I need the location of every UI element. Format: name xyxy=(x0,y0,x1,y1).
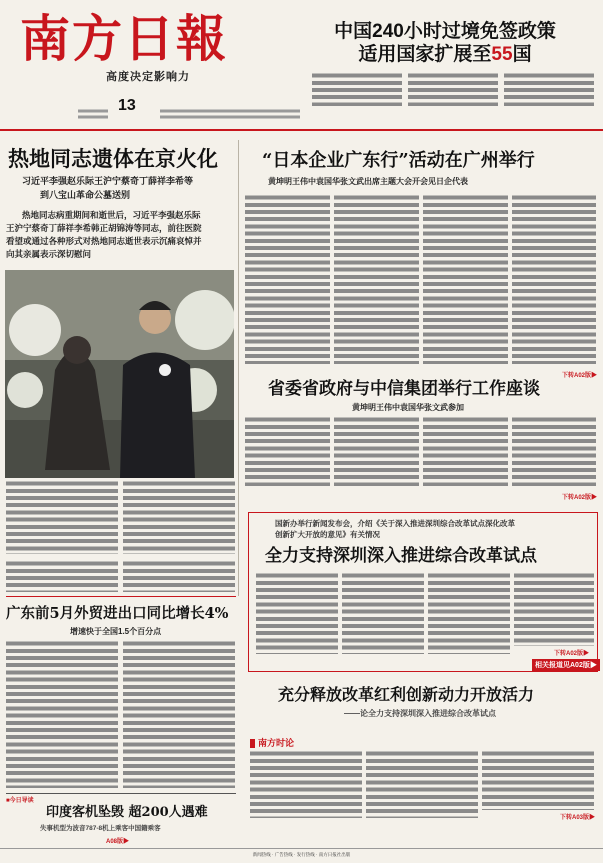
india-subtitle: 失事机型为波音787-8机上乘客中国籍乘客 xyxy=(40,825,161,832)
top-news-line2 xyxy=(300,43,590,66)
publisher-info xyxy=(160,108,300,119)
top-news-body-col1 xyxy=(312,72,402,106)
masthead-rule xyxy=(0,129,603,131)
date-text xyxy=(78,108,108,119)
citic-title[interactable]: 省委省政府与中信集团举行工作座谈 xyxy=(268,379,540,399)
shenzhen-body-col4 xyxy=(514,572,594,646)
india-turn-link[interactable]: A08版▶ xyxy=(106,839,130,845)
shenzhen-body-col1 xyxy=(256,572,338,654)
masthead xyxy=(20,10,230,88)
japan-body-col3 xyxy=(423,194,508,364)
commentary-body-col1 xyxy=(250,750,362,818)
citic-body-col1 xyxy=(245,416,330,486)
lead-deck-3: 看望或通过各种形式对热地同志逝世表示沉痛哀悼并 xyxy=(6,236,202,246)
top-news-number: 55 xyxy=(491,44,513,65)
trade-body-col2 xyxy=(123,640,235,788)
footer-info: 新闻热线 · 广告热线 · 发行热线 · 南方日报社出版 xyxy=(252,852,351,857)
commentary-column-text: 南方时论 xyxy=(258,738,295,748)
teaser-tag: ■今日导读 xyxy=(6,798,34,804)
india-title[interactable]: 印度客机坠毁 超200人遇难 xyxy=(46,805,208,820)
trade-body-col1 xyxy=(6,640,118,788)
citic-subtitle: 黄坤明王伟中袁国华张文武参加 xyxy=(352,403,464,412)
trade-title[interactable]: 广东前5月外贸进出口同比增长4% xyxy=(6,605,229,622)
citic-body-col2 xyxy=(334,416,419,486)
japan-subtitle: 黄坤明王伟中袁国华张文武出席主题大会开会见日企代表 xyxy=(268,177,468,186)
commentary-column-label xyxy=(250,736,294,749)
japan-title[interactable]: “日本企业广东行”活动在广州举行 xyxy=(262,150,535,171)
shenzhen-turn-link[interactable]: 下转A02版▶ xyxy=(554,651,590,657)
shenzhen-related-link[interactable]: 相关报道见A02版▶ xyxy=(532,659,600,671)
lead-subtitle-2: 到八宝山革命公墓送别 xyxy=(40,190,131,200)
lead-photo xyxy=(5,270,234,478)
trade-subtitle: 增速快于全国1.5个百分点 xyxy=(70,627,162,636)
shenzhen-kicker-2: 创新扩大开放的意见》有关情况 xyxy=(275,530,380,539)
teaser-rule xyxy=(6,793,236,794)
lead-subtitle-1: 习近平李强赵乐际王沪宁蔡奇丁薛祥李希等 xyxy=(22,176,194,186)
commentary-turn-link[interactable]: 下转A03版▶ xyxy=(560,815,596,821)
footer-rule xyxy=(0,848,603,849)
top-news-headline[interactable] xyxy=(300,20,590,66)
lead-body-col3 xyxy=(6,560,118,592)
top-news-line2-suffix: 国 xyxy=(512,44,532,65)
top-news-body-col2 xyxy=(408,72,498,106)
lead-deck-2: 王沪宁蔡奇丁薛祥李希韩正胡锦涛等同志，前往医院 xyxy=(6,223,202,233)
japan-body-col2 xyxy=(334,194,419,364)
shenzhen-body-col3 xyxy=(428,572,510,654)
japan-body-col1 xyxy=(245,194,330,364)
commentary-subtitle: ——论全力支持深圳深入推进综合改革试点 xyxy=(344,709,496,718)
citic-body-col3 xyxy=(423,416,508,486)
lead-deck-4: 向其亲属表示深切慰问 xyxy=(6,249,92,259)
citic-turn-link[interactable]: 下转A02版▶ xyxy=(562,495,598,501)
commentary-body-col2 xyxy=(366,750,478,818)
trade-rule xyxy=(6,596,236,597)
shenzhen-kicker-1: 国新办举行新闻发布会，介绍《关于深入推进深圳综合改革试点深化改革 xyxy=(275,519,515,528)
lead-body-col1 xyxy=(6,480,118,554)
japan-body-col4 xyxy=(512,194,596,364)
japan-turn-link[interactable]: 下转A02版▶ xyxy=(562,373,598,379)
lead-body-col2 xyxy=(123,480,235,554)
masthead-info-line xyxy=(20,97,600,126)
commentary-title[interactable]: 充分释放改革红利创新动力开放活力 xyxy=(278,685,535,704)
top-news-body-col3 xyxy=(504,72,594,106)
lead-deck-1: 热地同志病重期间和逝世后，习近平李强赵乐际 xyxy=(22,210,201,220)
page-number: 13 xyxy=(118,97,136,114)
lead-body-col4 xyxy=(123,560,235,592)
slogan: 高度决定影响力 xyxy=(106,71,190,83)
commentary-body-col3 xyxy=(482,750,594,810)
shenzhen-body-col2 xyxy=(342,572,424,654)
column-marker-icon xyxy=(250,739,255,748)
lead-title[interactable]: 热地同志遗体在京火化 xyxy=(8,146,218,171)
citic-body-col4 xyxy=(512,416,596,486)
shenzhen-title[interactable]: 全力支持深圳深入推进综合改革试点 xyxy=(265,546,537,566)
teaser-tag-text: 今日导读 xyxy=(9,798,34,804)
column-divider xyxy=(238,140,239,596)
newspaper-logo: 南方日報 xyxy=(20,9,228,68)
top-news-line1: 中国240小时过境免签政策 xyxy=(334,21,556,42)
top-news-line2-prefix: 适用国家扩展至 xyxy=(358,44,492,65)
